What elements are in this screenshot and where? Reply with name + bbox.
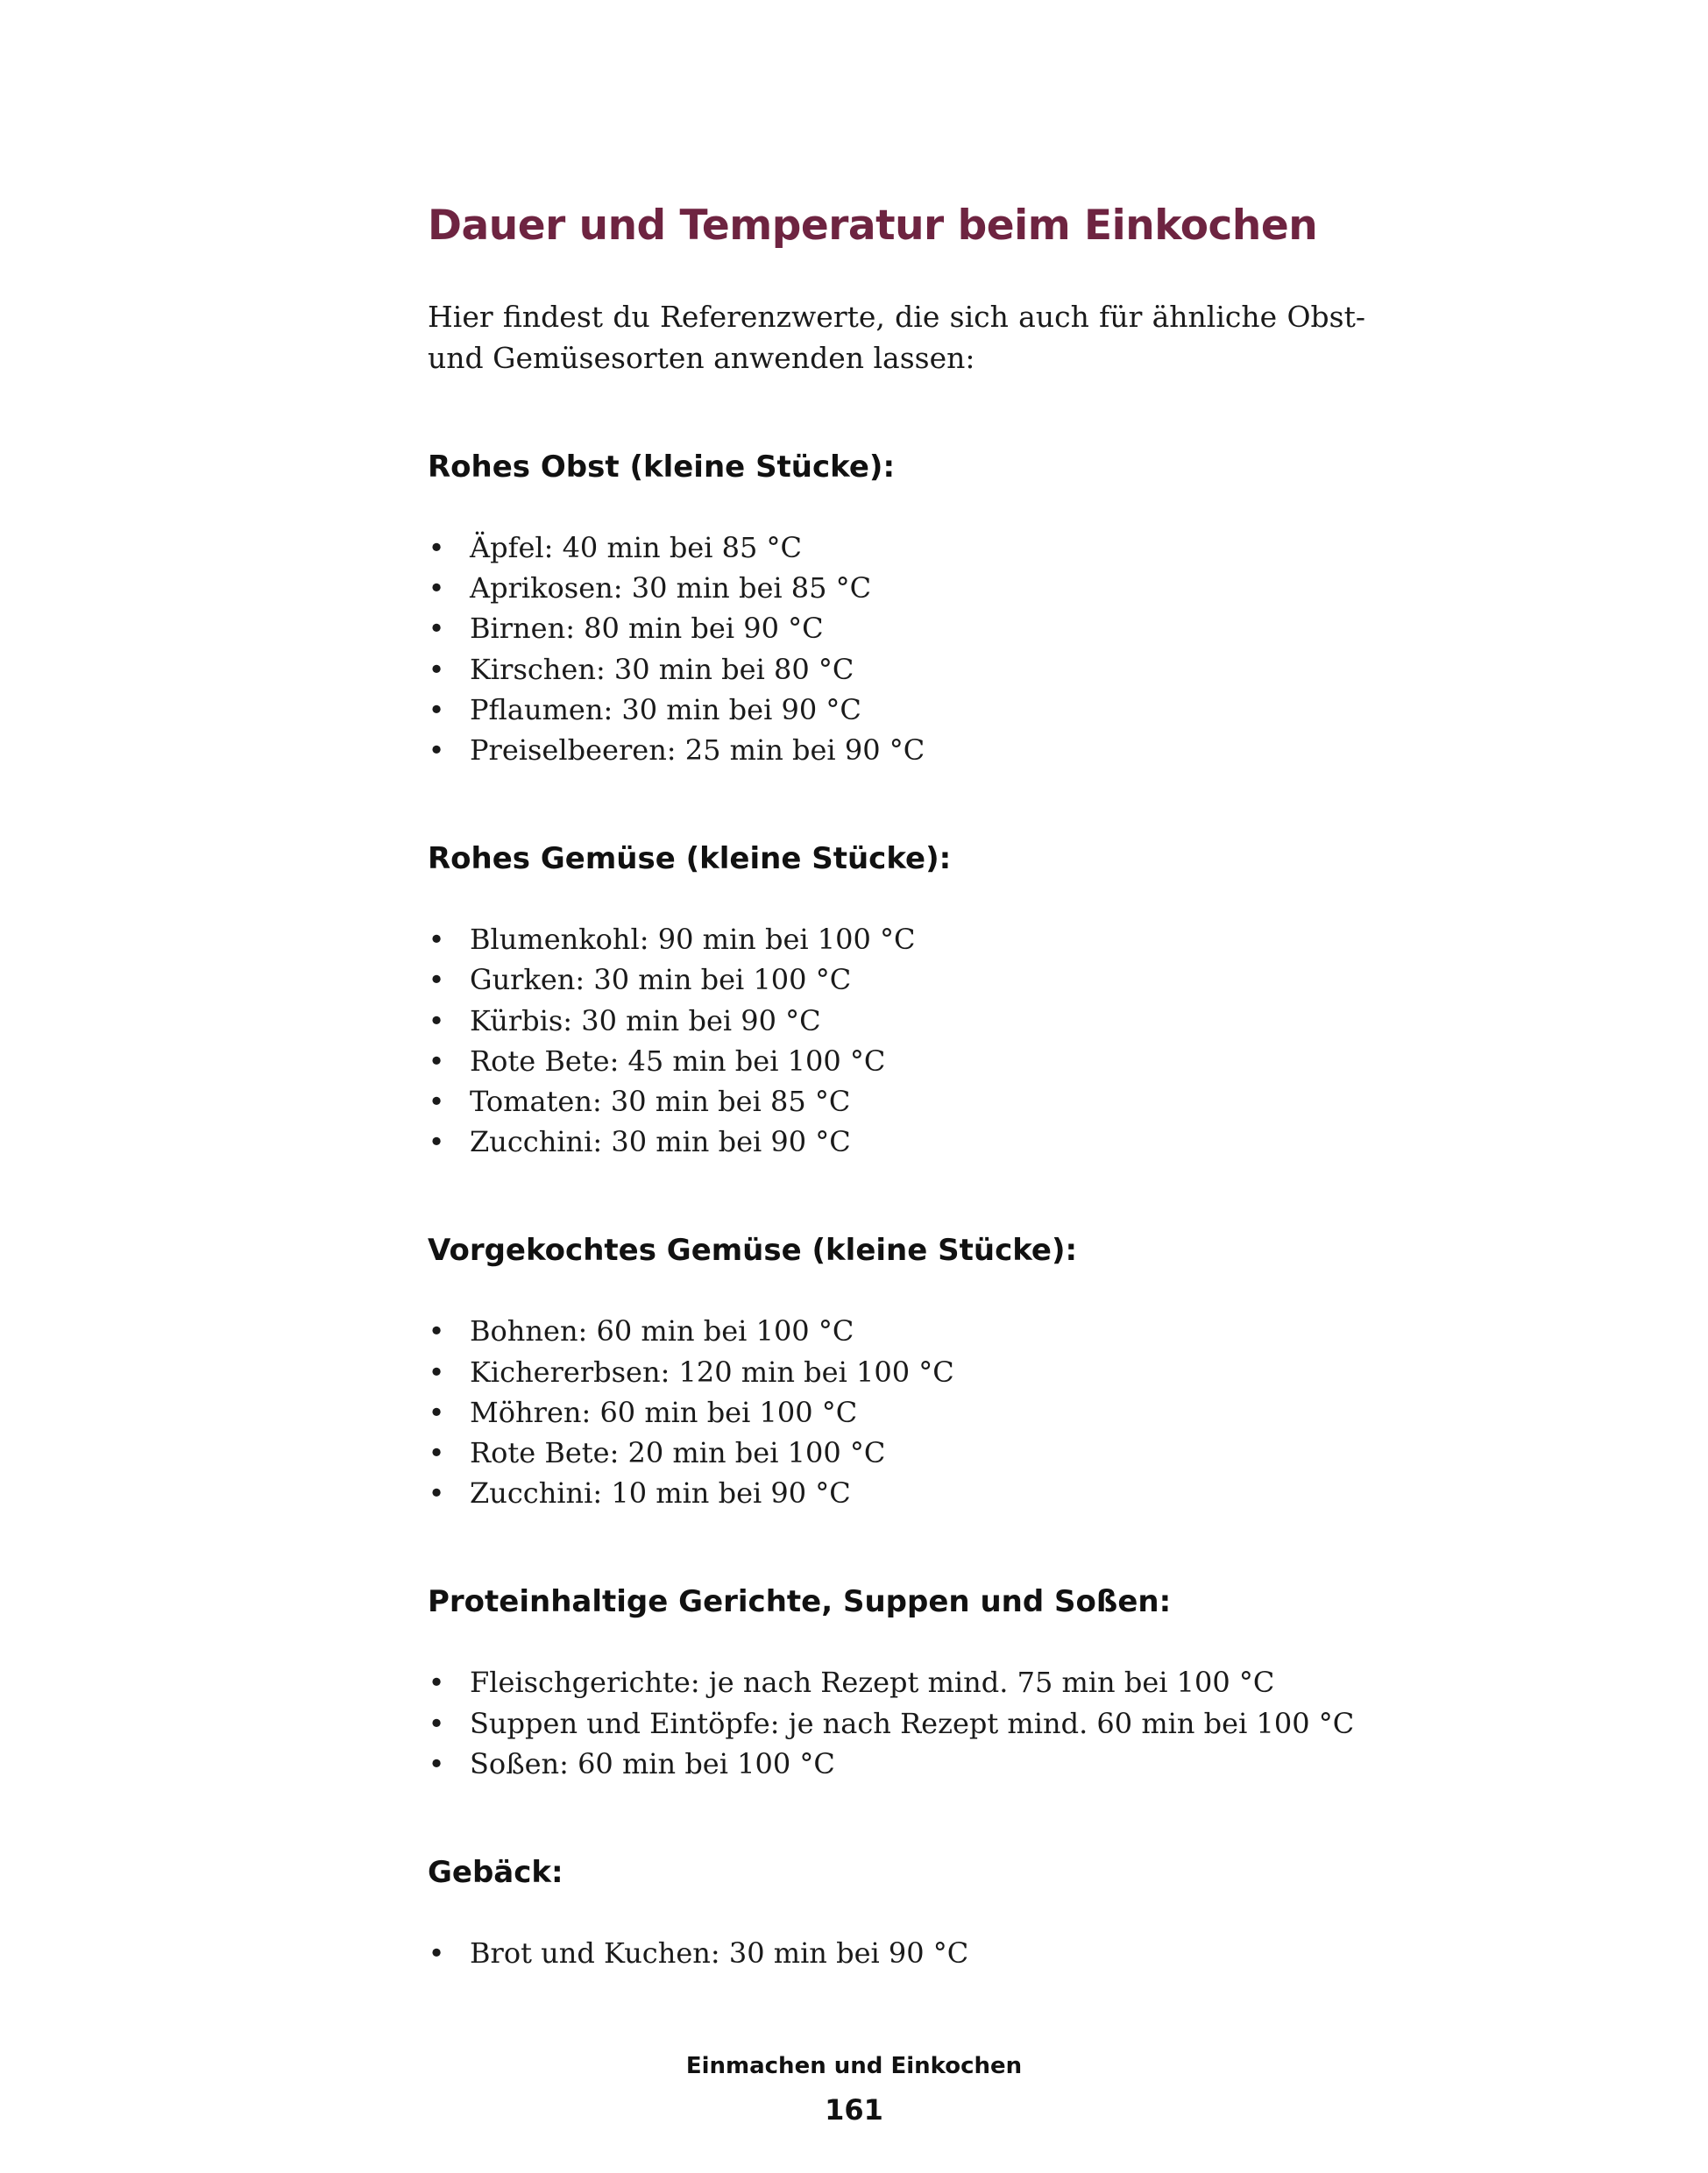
item-list — [428, 919, 1365, 1162]
bullet-icon: • — [428, 612, 445, 646]
bullet-icon: • — [428, 1044, 445, 1078]
bullet-icon: • — [428, 1436, 445, 1470]
bullet-icon: • — [428, 1936, 445, 1971]
section-heading: Vorgekochtes Gemüse (kleine Stücke): — [428, 1233, 1078, 1269]
section-heading: Proteinhaltige Gerichte, Suppen und Soßen: — [428, 1584, 1172, 1620]
list-item-text: Pflaumen: 30 min bei 90 °C — [470, 692, 861, 726]
footer-chapter-title: Einmachen und Einkochen — [685, 2053, 1023, 2079]
section-raw-fruit — [428, 445, 1365, 770]
list-item — [428, 919, 1365, 959]
section-raw-vegetables — [428, 837, 1365, 1162]
list-item — [428, 527, 1365, 568]
list-item — [428, 1433, 1365, 1473]
list-item-text: Zucchini: 10 min bei 90 °C — [470, 1476, 851, 1511]
section-heading: Gebäck: — [428, 1855, 563, 1891]
list-item-text: Brot und Kuchen: 30 min bei 90 °C — [470, 1936, 969, 1971]
bullet-icon: • — [428, 1314, 445, 1348]
section-protein-dishes — [428, 1580, 1365, 1784]
bullet-icon: • — [428, 692, 445, 726]
bullet-icon: • — [428, 1666, 445, 1700]
list-item — [428, 568, 1365, 608]
bullet-icon: • — [428, 1395, 445, 1429]
list-item — [428, 959, 1365, 1000]
list-item-text: Rote Bete: 20 min bei 100 °C — [470, 1436, 886, 1470]
bullet-icon: • — [428, 1125, 445, 1159]
list-item — [428, 649, 1365, 690]
list-item-text: Kirschen: 30 min bei 80 °C — [470, 652, 854, 686]
list-item-text: Fleischgerichte: je nach Rezept mind. 75 min bei 100 °C — [470, 1666, 1275, 1700]
list-item-text: Tomaten: 30 min bei 85 °C — [470, 1085, 851, 1119]
list-item-text: Zucchini: 30 min bei 90 °C — [470, 1125, 851, 1159]
bullet-icon: • — [428, 652, 445, 686]
list-item — [428, 1122, 1365, 1162]
list-item — [428, 1352, 1365, 1392]
page-number: 161 — [825, 2093, 883, 2127]
bullet-icon: • — [428, 1746, 445, 1780]
list-item — [428, 1311, 1365, 1351]
list-item-text: Birnen: 80 min bei 90 °C — [470, 612, 824, 646]
list-item — [428, 1001, 1365, 1041]
page-content — [428, 195, 1365, 1973]
intro-paragraph: Hier findest du Referenzwerte, die sich auch für ähnliche Obst- und Gemüsesorten anwenden lassen: — [428, 300, 1365, 375]
list-item — [428, 1744, 1365, 1784]
bullet-icon: • — [428, 733, 445, 768]
list-item-text: Aprikosen: 30 min bei 85 °C — [470, 571, 872, 605]
bullet-icon: • — [428, 1476, 445, 1511]
page-title: Dauer und Temperatur beim Einkochen — [428, 202, 1318, 250]
list-item — [428, 1041, 1365, 1081]
bullet-icon: • — [428, 1355, 445, 1389]
list-item-text: Soßen: 60 min bei 100 °C — [470, 1746, 835, 1780]
list-item — [428, 1392, 1365, 1433]
list-item-text: Suppen und Eintöpfe: je nach Rezept mind. 60 min bei 100 °C — [470, 1706, 1355, 1740]
list-item-text: Möhren: 60 min bei 100 °C — [470, 1395, 858, 1429]
bullet-icon: • — [428, 571, 445, 605]
list-item — [428, 1703, 1365, 1744]
item-list — [428, 1662, 1365, 1784]
list-item — [428, 730, 1365, 770]
section-heading: Rohes Gemüse (kleine Stücke): — [428, 841, 952, 877]
bullet-icon: • — [428, 1003, 445, 1037]
list-item — [428, 690, 1365, 730]
list-item-text: Kürbis: 30 min bei 90 °C — [470, 1003, 821, 1037]
section-precooked-vegetables — [428, 1228, 1365, 1513]
item-list — [428, 527, 1365, 770]
list-item — [428, 1933, 1365, 1973]
list-item — [428, 608, 1365, 648]
list-item-text: Bohnen: 60 min bei 100 °C — [470, 1314, 854, 1348]
bullet-icon: • — [428, 1085, 445, 1119]
item-list — [428, 1933, 1365, 1973]
list-item-text: Preiselbeeren: 25 min bei 90 °C — [470, 733, 925, 768]
list-item-text: Gurken: 30 min bei 100 °C — [470, 963, 852, 997]
item-list — [428, 1311, 1365, 1513]
bullet-icon: • — [428, 1706, 445, 1740]
bullet-icon: • — [428, 923, 445, 957]
section-heading: Rohes Obst (kleine Stücke): — [428, 449, 896, 485]
bullet-icon: • — [428, 963, 445, 997]
list-item-text: Blumenkohl: 90 min bei 100 °C — [470, 923, 916, 957]
list-item-text: Äpfel: 40 min bei 85 °C — [470, 531, 803, 564]
list-item-text: Kichererbsen: 120 min bei 100 °C — [470, 1355, 954, 1389]
bullet-icon: • — [428, 531, 445, 564]
list-item-text: Rote Bete: 45 min bei 100 °C — [470, 1044, 886, 1078]
section-baked-goods — [428, 1851, 1365, 1973]
list-item — [428, 1081, 1365, 1122]
list-item — [428, 1662, 1365, 1702]
list-item — [428, 1473, 1365, 1513]
